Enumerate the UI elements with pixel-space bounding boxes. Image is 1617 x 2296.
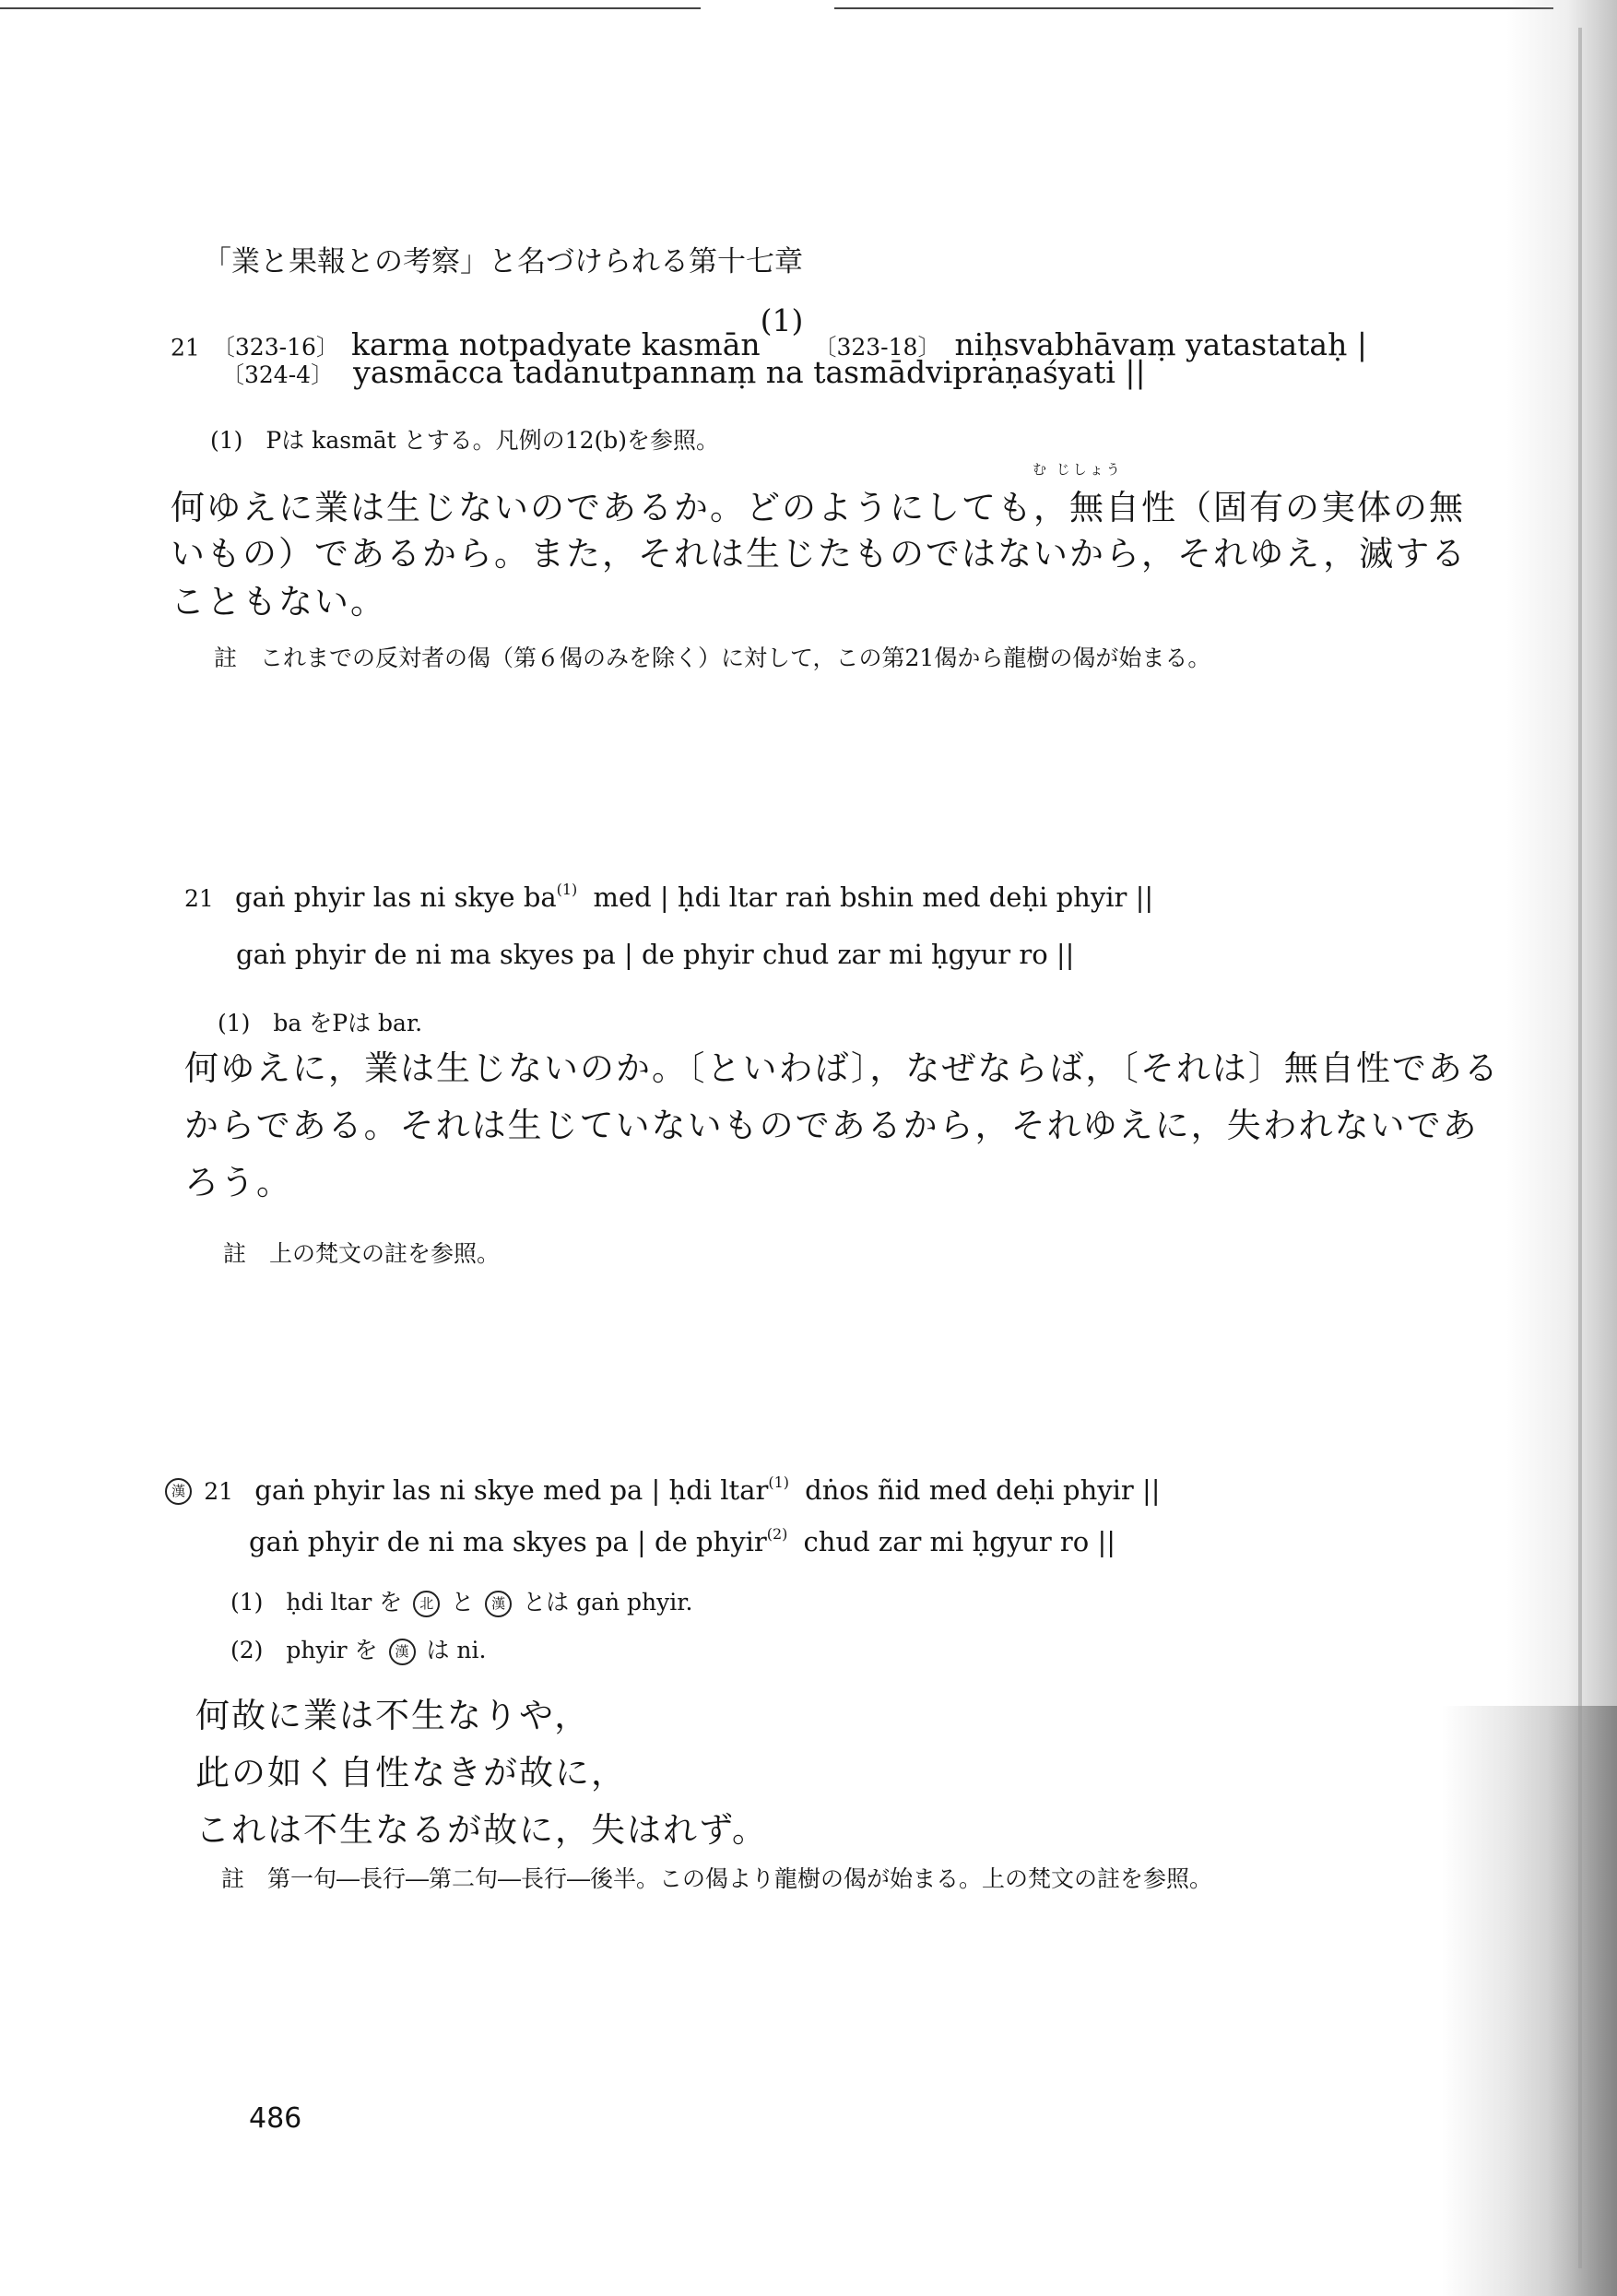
- footnote-text: と: [451, 1589, 475, 1615]
- source-marker: 漢: [485, 1591, 512, 1617]
- footnote-marker: (1): [768, 1473, 789, 1491]
- footnote-marker: (1): [556, 881, 578, 898]
- page-ref: 〔323-16〕: [211, 334, 339, 361]
- top-rule-left: [0, 7, 701, 9]
- footnote-text: は ni.: [426, 1637, 487, 1663]
- chinese-note: 註 第一句―長行―第二句―長行―後半。この偈より龍樹の偈が始まる。上の梵文の註を参照。: [221, 1865, 1213, 1892]
- ruby-gloss: む じしょう: [1033, 461, 1123, 478]
- chinese-line-1: [161, 1473, 1161, 1506]
- chapter-title: 「業と果報との考察」と名づけられる第十七章: [203, 245, 803, 278]
- sanskrit-translation-line-2: いもの）であるから。また，それは生じたものではないから，それゆえ，滅する: [171, 534, 1468, 574]
- tibetan-text: dṅos ñid med deḥi phyir ||: [805, 1473, 1161, 1506]
- page-number: 486: [249, 2102, 302, 2135]
- tibetan-text: gaṅ phyir las ni skye med pa | ḥdi ltar: [254, 1473, 769, 1506]
- footnote-text: (2) phyir を: [230, 1637, 378, 1663]
- footnote-text: とは gaṅ phyir.: [523, 1589, 693, 1615]
- tibetan-line-2: gaṅ phyir de ni ma skyes pa | de phyir chud zar mi ḥgyur ro ||: [236, 939, 1075, 970]
- tibetan-text: chud zar mi ḥgyur ro ||: [803, 1525, 1116, 1557]
- footnote-marker: (2): [766, 1525, 788, 1543]
- sanskrit-note: 註 これまでの反対者の偈（第６偈のみを除く）に対して，この第21偈から龍樹の偈が始まる。: [214, 645, 1211, 671]
- tibetan-text: gaṅ phyir de ni ma skyes pa | de phyir: [249, 1525, 767, 1557]
- tibetan-translation-line-3: ろう。: [184, 1163, 292, 1202]
- chinese-verse-line-2: 此の如く自性なきが故に，: [195, 1753, 627, 1793]
- binding-edge-line: [1578, 28, 1582, 2268]
- page-edge-shadow-bottom: [1442, 1706, 1617, 2296]
- chinese-source-marker: 漢: [165, 1478, 192, 1505]
- chinese-footnote-1: [230, 1584, 692, 1617]
- sanskrit-text: niḥsvabhāvaṃ yatastataḥ |: [954, 326, 1367, 363]
- verse-number: 21: [204, 1477, 234, 1505]
- tibetan-line-1: [184, 881, 1153, 913]
- footnote-marker: (1): [760, 302, 804, 338]
- source-marker: 漢: [389, 1639, 416, 1665]
- chinese-verse-line-3: これは不生なるが故に，失はれず。: [195, 1810, 769, 1850]
- tibetan-text: gaṅ phyir las ni skye ba: [235, 881, 557, 913]
- sanskrit-text: yasmācca tadanutpannaṃ na tasmādvipraṇaśyati ||: [353, 354, 1146, 390]
- chinese-line-2: [249, 1525, 1115, 1557]
- tibetan-footnote: (1) ba をPは bar.: [218, 1010, 423, 1036]
- source-marker: 北: [413, 1591, 440, 1617]
- verse-number: 21: [171, 334, 200, 361]
- verse-number: 21: [184, 884, 214, 912]
- tibetan-note: 註 上の梵文の註を参照。: [223, 1240, 501, 1267]
- sanskrit-translation-line-1: 何ゆえに業は生じないのであるか。どのようにしても，無自性（固有の実体の無: [171, 488, 1465, 527]
- top-rule-right: [834, 7, 1553, 9]
- page-ref: 〔323-18〕: [813, 334, 941, 361]
- chinese-footnote-2: [230, 1632, 486, 1665]
- sanskrit-translation-line-3: こともない。: [171, 582, 386, 621]
- tibetan-text: med | ḥdi ltar raṅ bshin med deḥi phyir ||: [593, 881, 1154, 913]
- chinese-verse-line-1: 何故に業は不生なりや，: [195, 1696, 591, 1735]
- sanskrit-text: karma notpadyate kasmān: [350, 326, 761, 363]
- page-ref: 〔324-4〕: [221, 361, 335, 388]
- tibetan-translation-line-2: からである。それは生じていないものであるから，それゆえに，失われないであ: [184, 1106, 1479, 1145]
- footnote-text: (1) ḥdi ltar を: [230, 1589, 403, 1615]
- sanskrit-line-2: [221, 354, 1146, 390]
- sanskrit-footnote: (1) Pは kasmāt とする。凡例の12(b)を参照。: [210, 427, 719, 454]
- tibetan-translation-line-1: 何ゆえに，業は生じないのか。〔といわば〕，なぜならば，〔それは〕無自性である: [184, 1048, 1500, 1088]
